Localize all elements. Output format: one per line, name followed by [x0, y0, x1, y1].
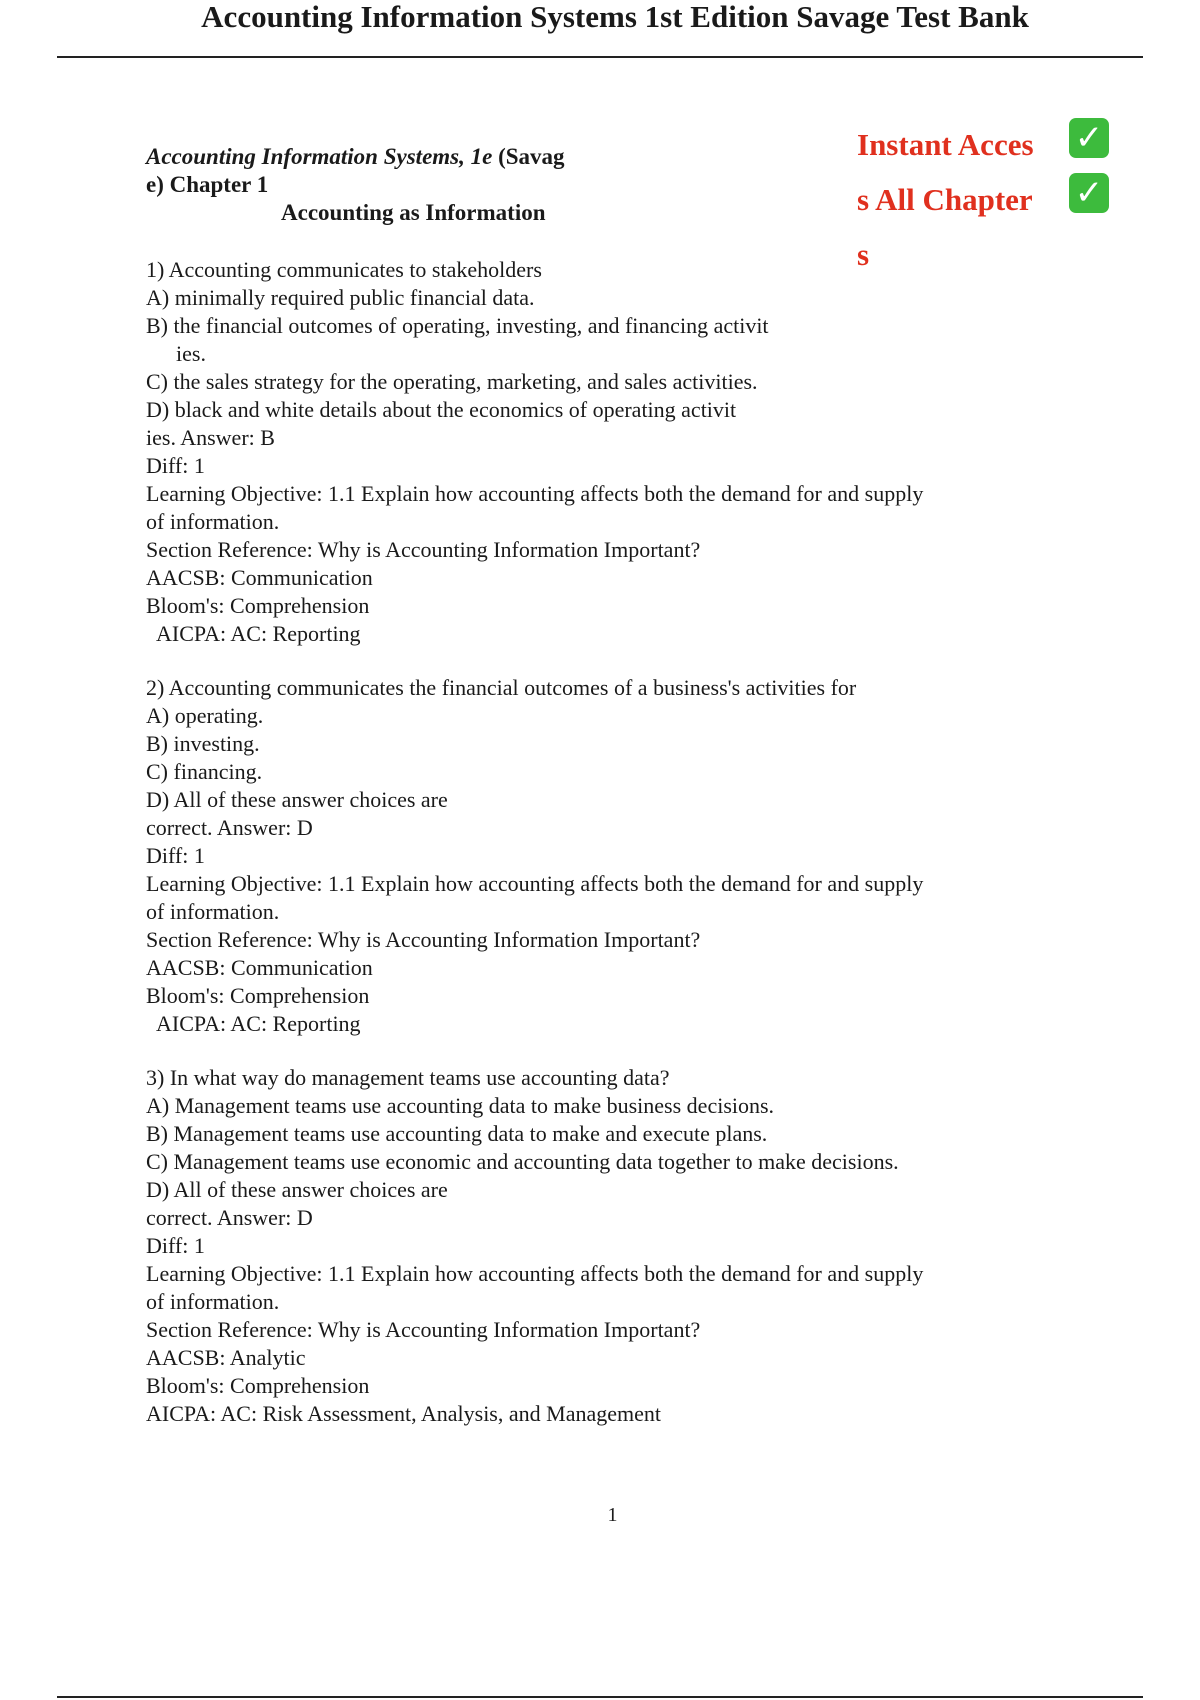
promo-line-2[interactable]: s All Chapter: [857, 182, 1033, 217]
aacsb-tag: AACSB: Communication: [146, 955, 373, 980]
footer-divider: [57, 1696, 1143, 1698]
aicpa-tag: AICPA: AC: Reporting: [156, 621, 361, 646]
question-1: [146, 256, 1046, 648]
learning-objective: Learning Objective: 1.1 Explain how accounting affects both the demand for and supply: [146, 871, 924, 896]
answer-option: D) All of these answer choices are: [146, 1177, 448, 1202]
checkmark-icon: ✓: [1069, 173, 1109, 213]
answer-key: correct. Answer: D: [146, 1205, 313, 1230]
aicpa-tag: AICPA: AC: Reporting: [156, 1011, 361, 1036]
answer-option: C) the sales strategy for the operating, marketing, and sales activities.: [146, 369, 758, 394]
book-title: Accounting Information Systems, 1e: [146, 144, 493, 169]
learning-objective-continued: of information.: [146, 899, 280, 924]
answer-option-continued: ies.: [176, 341, 206, 366]
checkmark-icon: ✓: [1069, 118, 1109, 158]
answer-key: ies. Answer: B: [146, 425, 275, 450]
page-number: 1: [607, 1504, 618, 1526]
question-stem: 2) Accounting communicates the financial outcomes of a business's activities for: [146, 675, 857, 700]
learning-objective: Learning Objective: 1.1 Explain how accounting affects both the demand for and supply: [146, 481, 924, 506]
blooms-tag: Bloom's: Comprehension: [146, 1373, 370, 1398]
answer-option: A) operating.: [146, 703, 264, 728]
answer-option: D) All of these answer choices are: [146, 787, 448, 812]
document-title: Accounting Information Systems 1st Edition Savage Test Bank: [201, 0, 1029, 34]
blooms-tag: Bloom's: Comprehension: [146, 983, 370, 1008]
learning-objective: Learning Objective: 1.1 Explain how accounting affects both the demand for and supply: [146, 1261, 924, 1286]
promo-line-3[interactable]: s: [857, 237, 870, 272]
answer-option: B) the financial outcomes of operating, investing, and financing activit: [146, 313, 769, 338]
learning-objective-continued: of information.: [146, 1289, 280, 1314]
question-stem: 3) In what way do management teams use accounting data?: [146, 1065, 670, 1090]
section-reference: Section Reference: Why is Accounting Information Important?: [146, 1317, 701, 1342]
question-2: [146, 674, 1046, 1038]
answer-option: C) Management teams use economic and accounting data together to make decisions.: [146, 1149, 899, 1174]
answer-option: A) Management teams use accounting data to make business decisions.: [146, 1093, 775, 1118]
book-heading: [146, 143, 606, 227]
question-stem: 1) Accounting communicates to stakeholders: [146, 257, 542, 282]
answer-option: C) financing.: [146, 759, 263, 784]
answer-option: A) minimally required public financial data.: [146, 285, 535, 310]
book-author-fragment: (Savag: [492, 144, 565, 169]
aacsb-tag: AACSB: Analytic: [146, 1345, 306, 1370]
chapter-name: Accounting as Information: [281, 200, 546, 225]
blooms-tag: Bloom's: Comprehension: [146, 593, 370, 618]
section-reference: Section Reference: Why is Accounting Information Important?: [146, 927, 701, 952]
answer-option: B) investing.: [146, 731, 260, 756]
header-divider: [57, 56, 1143, 58]
difficulty: Diff: 1: [146, 1233, 205, 1258]
question-3: [146, 1064, 1046, 1428]
answer-key: correct. Answer: D: [146, 815, 313, 840]
answer-option: D) black and white details about the economics of operating activit: [146, 397, 737, 422]
learning-objective-continued: of information.: [146, 509, 280, 534]
aacsb-tag: AACSB: Communication: [146, 565, 373, 590]
chapter-number: e) Chapter 1: [146, 172, 269, 197]
aicpa-tag: AICPA: AC: Risk Assessment, Analysis, and Management: [146, 1401, 661, 1426]
difficulty: Diff: 1: [146, 843, 205, 868]
question-list: [146, 256, 1046, 1454]
section-reference: Section Reference: Why is Accounting Information Important?: [146, 537, 701, 562]
difficulty: Diff: 1: [146, 453, 205, 478]
promo-line-1[interactable]: Instant Acces: [857, 127, 1034, 162]
answer-option: B) Management teams use accounting data to make and execute plans.: [146, 1121, 768, 1146]
